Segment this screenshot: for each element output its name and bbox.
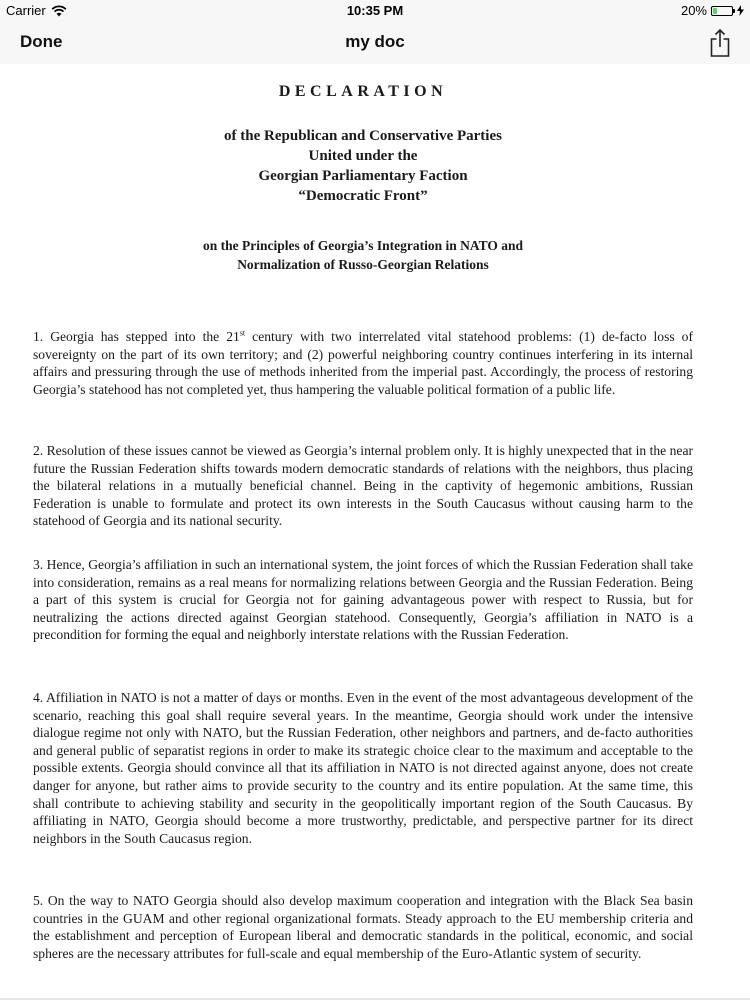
status-time: 10:35 PM xyxy=(346,3,404,18)
status-right-group xyxy=(681,3,744,18)
topic-line: on the Principles of Georgia’s Integration in NATO and xyxy=(202,238,523,253)
declaration-subtitle xyxy=(33,126,693,206)
document-page xyxy=(33,64,693,961)
carrier-label: Carrier xyxy=(6,3,46,18)
document-title: my doc xyxy=(345,32,405,51)
subtitle-line: “Democratic Front” xyxy=(298,188,428,204)
declaration-topic xyxy=(33,236,693,274)
paragraph-1-start: 1. Georgia has stepped into the 21 xyxy=(33,329,240,344)
battery-level-fill xyxy=(713,8,717,14)
subtitle-line: United under the xyxy=(308,148,418,164)
paragraph-1-rest: century with two interrelated vital statehood problems: (1) de-facto loss of sovereignty on the part of its own territory; and (2) powerful neighboring country continues interfering in its internal affairs and pressuring through the use of methods inherited from the imperial past. Accordingly, the process of restoring Georgia’s statehood has not completed yet, thus hampering the valuable political formation of a public life. xyxy=(33,329,693,397)
subtitle-line: Georgian Parliamentary Faction xyxy=(258,168,468,184)
ordinal-suffix: st xyxy=(239,328,246,338)
paragraph-5: 5. On the way to NATO Georgia should also develop maximum cooperation and integration with the Black Sea basin countries in the GUAM and other regional organizational formats. Steady approach to the EU membership criteria and the establishment and perception of European liberal and democratic standards in the political, economic, and social spheres are the necessary attributes for full-scale and equal membership of the Euro-Atlantic system of security. xyxy=(33,893,693,961)
topic-line: Normalization of Russo-Georgian Relations xyxy=(237,257,489,272)
paragraph-4: 4. Affiliation in NATO is not a matter of days or months. Even in the event of the most advantageous development of the scenario, reaching this goal shall require several years. In the meantime, Georgia should work under the intensive dialogue regime not only with NATO, but the Russian Federation, other neighbors and partners, and de-facto authorities and general public of separatist regions in order to make its strategic choice clear to the maximum and acceptable to the possible extents. Georgia should convince all that its affiliation in NATO is not directed against anyone, does not create danger for anyone, but rather aims to provide security to the country and its entire population. At the same time, this shall contribute to achieving stability and security in the geopolitically important region of the South Caucasus. By affiliating in NATO, Georgia should become a more trustworthy, predictable, and perspective partner for its direct neighbors in the South Caucasus region. xyxy=(33,690,693,846)
navigation-bar xyxy=(0,22,750,64)
declaration-heading: DECLARATION xyxy=(278,83,448,100)
paragraph-2: 2. Resolution of these issues cannot be viewed as Georgia’s internal problem only. It is highly unexpected that in the near future the Russian Federation shifts towards modern democratic standards of relations with the neighbors, thus placing the bilateral relations in a mutually beneficial channel. Being in the captivity of hegemonic ambitions, Russian Federation is unable to formulate and protect its own interests in the South Caucasus without causing harm to the statehood of Georgia and its national security. xyxy=(33,443,693,529)
done-button[interactable]: Done xyxy=(20,32,63,51)
paragraph-1 xyxy=(33,328,693,398)
status-bar xyxy=(0,0,750,22)
charging-bolt-icon xyxy=(737,5,744,16)
battery-percent-label: 20% xyxy=(680,3,707,18)
subtitle-line: of the Republican and Conservative Parties xyxy=(224,128,502,144)
battery-icon xyxy=(711,6,733,16)
paragraph-3: 3. Hence, Georgia’s affiliation in such an international system, the joint forces of which the Russian Federation shall take into consideration, remains as a real means for normalizing relations between Georgia and the Russian Federation. Being a part of this system is crucial for Georgia not for gaining advantageous power with respect to Russia, but for neutralizing the actions directed against Georgian statehood. Consequently, Georgia’s affiliation in NATO is a precondition for forming the equal and neighborly interstate relations with the Russian Federation. xyxy=(33,557,693,643)
share-icon[interactable] xyxy=(708,28,732,58)
